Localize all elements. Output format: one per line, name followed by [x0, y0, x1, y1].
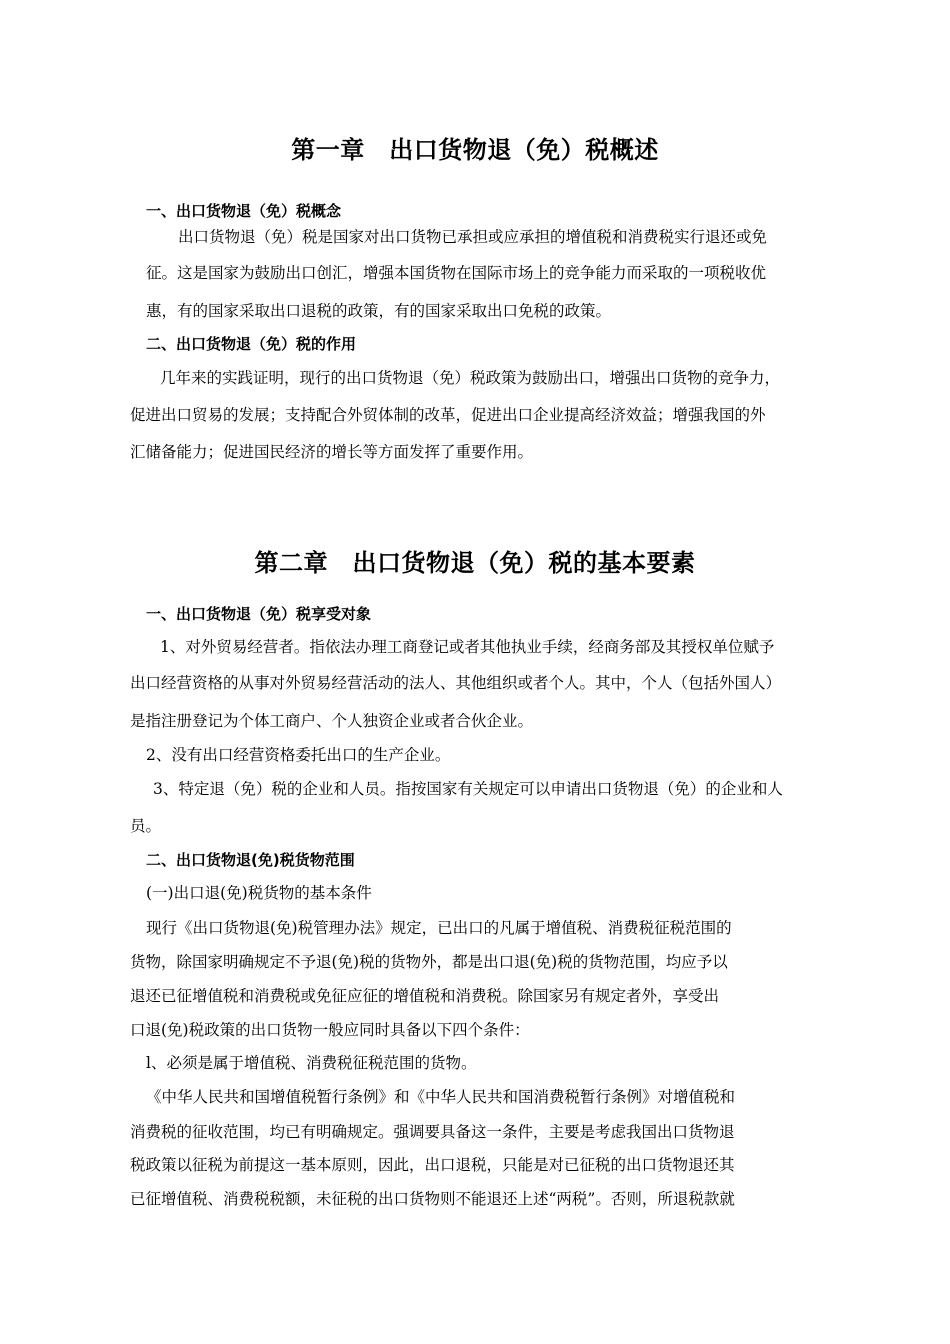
paragraph-line: 2、没有出口经营资格委托出口的生产企业。 — [146, 746, 451, 764]
paragraph-line: 是指注册登记为个体工商户、个人独资企业或者合伙企业。 — [130, 712, 534, 730]
paragraph-line: 几年来的实践证明，现行的出口货物退（免）税政策为鼓励出口，增强出口货物的竞争力， — [160, 369, 781, 387]
paragraph-line: 征。这是国家为鼓励出口创汇，增强本国货物在国际市场上的竞争能力而采取的一项税收优 — [146, 264, 767, 282]
section-heading: 一、出口货物退（免）税概念 — [146, 202, 342, 220]
section-heading: 一、出口货物退（免）税享受对象 — [146, 605, 372, 623]
paragraph-line: l、必须是属于增值税、消费税征税范围的货物。 — [146, 1054, 477, 1072]
paragraph-line: (一)出口退(免)税货物的基本条件 — [146, 884, 372, 902]
paragraph-line: 税政策以征税为前提这一基本原则，因此，出口退税，只能是对已征税的出口货物退还其 — [130, 1156, 735, 1174]
paragraph-line: 《中华人民共和国增值税暂行条例》和《中华人民共和国消费税暂行条例》对增值税和 — [146, 1088, 736, 1106]
paragraph-line: 惠，有的国家采取出口退税的政策，有的国家采取出口免税的政策。 — [146, 302, 612, 320]
paragraph-line: 已征增值税、消费税税额，未征税的出口货物则不能退还上述“两税”。否则，所退税款就 — [130, 1190, 735, 1208]
paragraph-line: 出口经营资格的从事对外贸易经营活动的法人、其他组织或者个人。其中，个人（包括外国人） — [130, 674, 782, 692]
paragraph-line: 口退(免)税政策的出口货物一般应同时具备以下四个条件： — [130, 1021, 530, 1039]
paragraph-line: 货物，除国家明确规定不予退(免)税的货物外，都是出口退(免)税的货物范围，均应予以 — [130, 953, 728, 971]
chapter2-title: 第二章 出口货物退（免）税的基本要素 — [254, 549, 696, 577]
section-heading: 二、出口货物退(免)税货物范围 — [146, 851, 355, 869]
paragraph-line: 消费税的征收范围，均已有明确规定。强调要具备这一条件，主要是考虑我国出口货物退 — [130, 1123, 735, 1141]
paragraph-line: 1、对外贸易经营者。指依法办理工商登记或者其他执业手续，经商务部及其授权单位赋予 — [160, 638, 775, 656]
paragraph-line: 汇储备能力；促进国民经济的增长等方面发挥了重要作用。 — [130, 443, 534, 461]
paragraph-line: 促进出口贸易的发展；支持配合外贸体制的改革，促进出口企业提高经济效益；增强我国的外 — [130, 406, 766, 424]
paragraph-line: 员。 — [130, 817, 162, 835]
paragraph-line: 3、特定退（免）税的企业和人员。指按国家有关规定可以申请出口货物退（免）的企业和人 — [153, 780, 783, 798]
chapter1-title: 第一章 出口货物退（免）税概述 — [291, 136, 659, 164]
paragraph-line: 现行《出口货物退(免)税管理办法》规定，已出口的凡属于增值税、消费税征税范围的 — [146, 919, 732, 937]
paragraph-line: 出口货物退（免）税是国家对出口货物已承担或应承担的增值税和消费税实行退还或免 — [178, 228, 768, 246]
paragraph-line: 退还已征增值税和消费税或免征应征的增值税和消费税。除国家另有规定者外，享受出 — [130, 987, 720, 1005]
section-heading: 二、出口货物退（免）税的作用 — [146, 335, 357, 353]
